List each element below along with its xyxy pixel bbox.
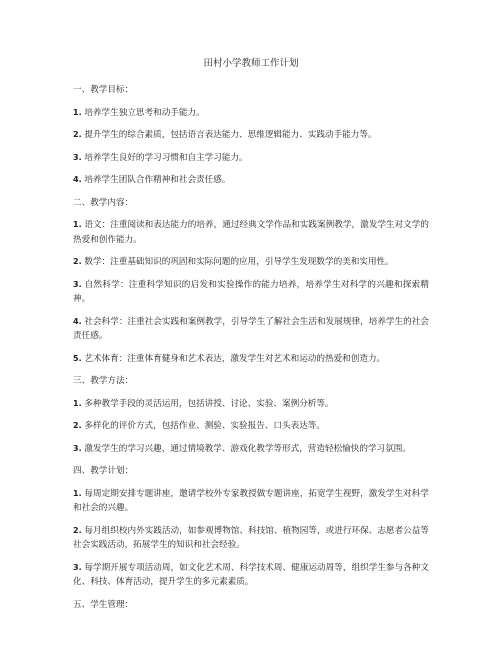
item-number: 4. [73, 316, 82, 326]
item-number: 2. [73, 130, 82, 139]
item-number: 3. [73, 562, 82, 572]
item-text: 多样化的评价方式，包括作业、测验、实验报告、口头表达等。 [84, 421, 325, 431]
item-text: 数学：注重基础知识的巩固和实际问题的应用，引导学生发现数学的美和实用性。 [84, 257, 394, 267]
item-text: 激发学生的学习兴趣，通过情境教学、游戏化教学等形式，营造轻松愉快的学习氛围。 [84, 443, 411, 454]
item-text: 提升学生的综合素质，包括语言表达能力、思维逻辑能力、实践动手能力等。 [84, 130, 377, 140]
item-number: 2. [73, 525, 82, 535]
list-item [73, 561, 429, 590]
section-heading: 四、教学计划： [73, 466, 134, 476]
item-text: 培养学生良好的学习习惯和自主学习能力。 [84, 152, 248, 163]
item-text: 每学期开展专项活动周，如文化艺术周、科学技术周、健康运动周等，组织学生参与各种文化、科技、体育活动，提升学生的多元素素质。 [73, 562, 429, 587]
list-item [73, 151, 429, 166]
item-number: 1. [73, 398, 82, 408]
section-heading: 一、教学目标： [73, 85, 134, 95]
item-number: 2. [73, 257, 82, 266]
list-item [73, 255, 429, 270]
item-number: 1. [73, 220, 82, 229]
item-number: 1. [73, 488, 82, 498]
list-item [73, 442, 429, 457]
item-text: 语文：注重阅读和表达能力的培养，通过经典文学作品和实践案例教学，激发学生对文学的热爱和创作能力。 [73, 220, 429, 245]
document-body [73, 83, 429, 620]
list-item [73, 487, 429, 516]
item-text: 多种教学手段的灵活运用，包括讲授、讨论、实验、案例分析等。 [84, 398, 334, 409]
item-text: 每月组织校内外实践活动，如参观博物馆、科技馆、植物园等，或进行环保、志愿者公益等社会实践活动，拓展学生的知识和社会经验。 [73, 525, 429, 550]
item-number: 3. [73, 279, 82, 289]
item-number: 3. [73, 152, 82, 162]
section-heading: 二、教学内容： [73, 197, 134, 208]
list-item [73, 218, 429, 247]
section-heading: 三、教学方法： [73, 376, 134, 386]
list-item [73, 397, 429, 412]
document-title: 田村小学教师工作计划 [203, 58, 299, 69]
item-text: 自然科学：注重科学知识的启发和实验操作的能力培养，培养学生对科学的兴趣和探索精神。 [73, 279, 429, 304]
section-heading: 五、学生管理： [73, 599, 134, 610]
list-item [73, 419, 429, 434]
item-number: 4. [73, 175, 82, 184]
item-text: 艺术体育：注重体育健身和艺术表达，激发学生对艺术和运动的热爱和创造力。 [84, 353, 386, 364]
list-item [73, 524, 429, 553]
item-text: 培养学生独立思考和动手能力。 [84, 107, 205, 118]
item-text: 每周定期安排专题讲座，邀请学校外专家教授做专题讲座，拓宽学生视野，激发学生对科学和社会的兴趣。 [73, 488, 429, 513]
item-text: 培养学生团队合作精神和社会责任感。 [84, 175, 231, 185]
list-item [73, 352, 429, 367]
item-number: 3. [73, 443, 82, 453]
list-item [73, 173, 429, 188]
item-number: 2. [73, 421, 82, 430]
item-text: 社会科学：注重社会实践和案例教学，引导学生了解社会生活和发展规律，培养学生的社会责任感。 [73, 316, 429, 341]
list-item [73, 315, 429, 344]
item-number: 5. [73, 353, 82, 363]
list-item [73, 106, 429, 121]
list-item [73, 278, 429, 307]
item-number: 1. [73, 107, 82, 117]
list-item [73, 128, 429, 143]
